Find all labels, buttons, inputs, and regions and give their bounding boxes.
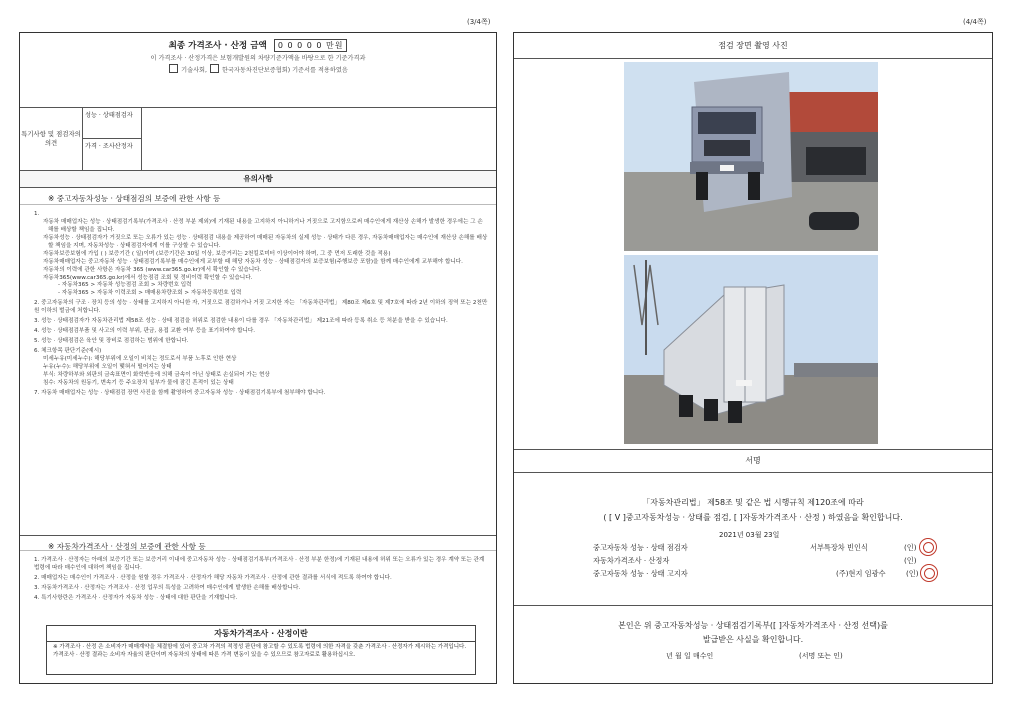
final-price-title: 최종 가격조사 · 산정 금액 (168, 41, 267, 51)
list-item: 누유(누수): 해당부위에 오일이 맺혀서 떨어지는 상태 (43, 363, 172, 370)
page-number-right: (4/4쪽) (963, 18, 987, 26)
list-item: 자동차365(www.car365.go.kr)에서 성능점검 조회 및 정비이력 확인할 수 있습니다. (43, 274, 253, 281)
caution-title: 유의사항 (20, 171, 496, 188)
option-checkbox-1[interactable] (169, 64, 178, 73)
list-item: 2. 매매업자는 매수인이 가격조사 · 산정을 원할 경우 가격조사 · 산정자가 해당 자동차 가격조사 · 산정에 관한 결과를 서식에 적도록 하여야 합니다. (34, 574, 392, 581)
list-item: 미세누유(미세누수): 해당부위에 오일이 비치는 정도로서 부품 노후로 인한 현상 (43, 355, 237, 362)
section1-title: ※ 중고자동차성능 · 상태점검의 보증에 관한 사항 등 (20, 188, 496, 205)
list-item: 자동차성능 · 상태점검자가 거짓으로 또는 오류가 있는 성능 · 상태점검 내용을 제공하여 매매된 자동차의 실제 성능 · 상태가 다른 경우, 자동차매매업자는 매수인에 재산상 손해를 배상할 책임을 지며, 자동차성능 · 상태점검자에게 이를 구상할 수 있습니다. (43, 234, 488, 249)
list-item: 5. 성능 · 상태점검은 육안 및 장비로 점검하는 범위에 한합니다. (34, 338, 189, 345)
signer-name-inspector: 서부특장차 빈인식 (810, 543, 868, 552)
buyer-confirm-line1: 본인은 위 중고자동차성능 · 상태점검기록부([ ]자동차가격조사 · 산정 선택)를 (618, 621, 888, 630)
appraisal-definition-title: 자동차가격조사 · 산정이란 (47, 626, 475, 642)
list-item: 자동차보증보험에 가입 ( ) 보증기간 ( 일)이며 (보증기간은 30일 이상, 보증거리는 2천킬로미터 이상이어야 하며, 그 중 먼저 도래한 것을 적용) (43, 250, 391, 257)
list-item: 4. 성능 · 상태점검부품 및 사고의 이력 부위, 판금, 용접 교환 여부 등을 표기하여야 합니다. (34, 328, 256, 335)
list-item: 자동차의 이력에 관한 사항은 자동차 365 (www.car365.go.kr)에서 확인할 수 있습니다. (43, 266, 262, 273)
page-number-left: (3/4쪽) (467, 18, 491, 26)
buyer-date-line: 년 월 일 매수인 (666, 652, 714, 660)
signer-mark-inspector: (인) (904, 543, 917, 552)
seal-stamp-notifier (920, 564, 938, 582)
list-item: 4. 특기사항란은 가격조사 · 산정자가 자동차 성능 · 상태에 대한 판단을 기재합니다. (34, 594, 238, 601)
signer-mark-notifier: (인) (906, 569, 919, 578)
section1-body (20, 205, 496, 398)
appraisal-definition-box (46, 625, 476, 675)
law-statement-line2: ( [ V ]중고자동차성능 · 상태를 점검, [ ]자동차가격조사 · 산정 ) 하였음을 확인합니다. (603, 513, 903, 522)
list-item: 1. 가격조사 · 산정자는 아래의 보증기간 또는 보증거리 이내에 중고자동차 성능 · 상태점검기록부(가격조사 · 산정 부분 한정)에 기재된 내용에 허위 또는 오류가 있는 경우 계약 또는 관계법령에 따라 매수인에 대하여 책임을 집니다. (34, 557, 485, 571)
signer-role-appraiser: 자동차가격조사 · 산정자 (593, 556, 670, 565)
final-price-amount: 0 0 0 0 0 만원 (274, 39, 348, 52)
appraiser-label: 가격 · 조사산정자 (82, 139, 142, 170)
left-page (19, 32, 497, 684)
final-price-note: 이 가격조사 · 산정가격은 보험개발원의 차량기준가액을 바탕으로 한 기준가격과 (150, 55, 366, 62)
special-notes-section (20, 108, 496, 171)
list-item: 6. 체크항목 판단기준(예시) (34, 348, 102, 354)
law-statement-line1: 「자동차관리법」 제58조 및 같은 법 시행규칙 제120조에 따라 (642, 498, 864, 507)
buyer-confirm-line2: 발급받은 사실을 확인합니다. (702, 635, 804, 644)
signer-role-notifier: 중고자동차 성능 · 상태 고지자 (593, 569, 688, 578)
list-item: 자동차매매업자는 중고자동차 성능 · 상태점검기록부를 매수인에게 교부할 때 해당 자동차 성능 · 상태점검자의 보증보험(주행보증 포함)을 함께 매수인에게 교부해야 합니다. (43, 258, 463, 265)
final-price-section (20, 33, 496, 108)
section2-title: ※ 자동차가격조사 · 산정의 보증에 관한 사항 등 (20, 535, 496, 551)
buyer-signature-field[interactable]: (서명 또는 인) (799, 652, 843, 660)
signer-role-inspector: 중고자동차 성능 · 상태 점검자 (593, 543, 688, 552)
list-item: - 자동차365 > 자동차 성능점검 조회 > 차량번호 입력 (58, 282, 192, 289)
inspector-label: 성능 · 상태점검자 (82, 108, 142, 139)
truck-front-photo (624, 62, 878, 251)
divider (514, 605, 992, 606)
list-item: 1. (34, 211, 40, 217)
special-notes-label: 특기사항 및 점검자의 의견 (20, 108, 83, 170)
signature-date: 2021년 03월 23일 (719, 531, 780, 539)
list-item: 3. 자동차가격조사 · 산정자는 가격조사 · 산정 업무의 특성을 고려하여 매수인에게 발생한 손해를 배상합니다. (34, 584, 301, 591)
signer-name-notifier: (주)현지 임광수 (836, 569, 886, 578)
photo-section-title: 점검 장면 촬영 사진 (514, 33, 992, 59)
list-item: 자동차 매매업자는 성능 · 상태점검기록부(가격조사 · 산정 부분 제외)에 기재된 내용을 고지하지 아니하거나 거짓으로 고지함으로써 매수인에게 재산상 손해가 발생한 경우에는 그 손해를 배상할 책임을 집니다. (43, 218, 483, 233)
list-item: 7. 자동차 매매업자는 성능 · 상태점검 장면 사진을 함께 촬영하여 중고자동차 성능 · 상태점검기록부에 첨부해야 합니다. (34, 389, 326, 396)
option-checkbox-2[interactable] (210, 64, 219, 73)
signature-section-title: 서명 (514, 449, 992, 473)
list-item: 침수: 자동차의 원동기, 변속기 등 주요장치 일부가 물에 잠긴 흔적이 있는 상태 (43, 379, 234, 386)
list-item: 부식: 차량하부와 외판의 금속표면이 화학반응에 의해 금속이 아닌 상태로 손실되어 가는 현상 (43, 371, 270, 378)
seal-stamp-inspector (919, 538, 937, 556)
option-label-2: 한국자동차진단보증협회) 기준서를 적용하였음 (221, 67, 348, 74)
option-label-1: 기술사회, (181, 67, 208, 74)
section2-body (20, 551, 496, 603)
list-item: - 자동차365 > 자동차 이력조회 > 매매용차량조회 > 자동차등록번호 입력 (58, 290, 242, 297)
signer-mark-appraiser: (인) (904, 556, 917, 565)
appraisal-definition-text: ※ 가격조사 · 산정 은 소비자가 매매계약을 체결함에 있어 중고차 가격의 적정성 판단에 참고할 수 있도록 법령에 의한 자격을 갖춘 가격조사 · 산정자가 제시하는 가격입니다. 가격조사 · 산정 결과는 소비자 자율의 판단이며 자동차의 상태에 따른 가격 변동이 있을 수 있으므로 참고자료로 활용하십시오. (53, 644, 467, 658)
right-page (513, 32, 993, 684)
list-item: 2. 중고자동차의 구조 · 장치 등의 성능 · 상태를 고지하지 아니한 자, 거짓으로 점검하거나 거짓 고지한 자는 「자동차관리법」 제80조 제6호 및 제7호에 따라 2년 이하의 징역 또는 2천만원 이하의 벌금에 처합니다. (34, 300, 488, 315)
truck-rear-photo (624, 255, 878, 444)
list-item: 3. 성능 · 상태점검자가 자동차관리법 제58조 성능 · 상태 점검을 허위로 점검한 내용이 다를 경우 「자동차관리법」 제21조에 따라 등록 취소 등 처분을 받을 수 있습니다. (34, 318, 448, 325)
